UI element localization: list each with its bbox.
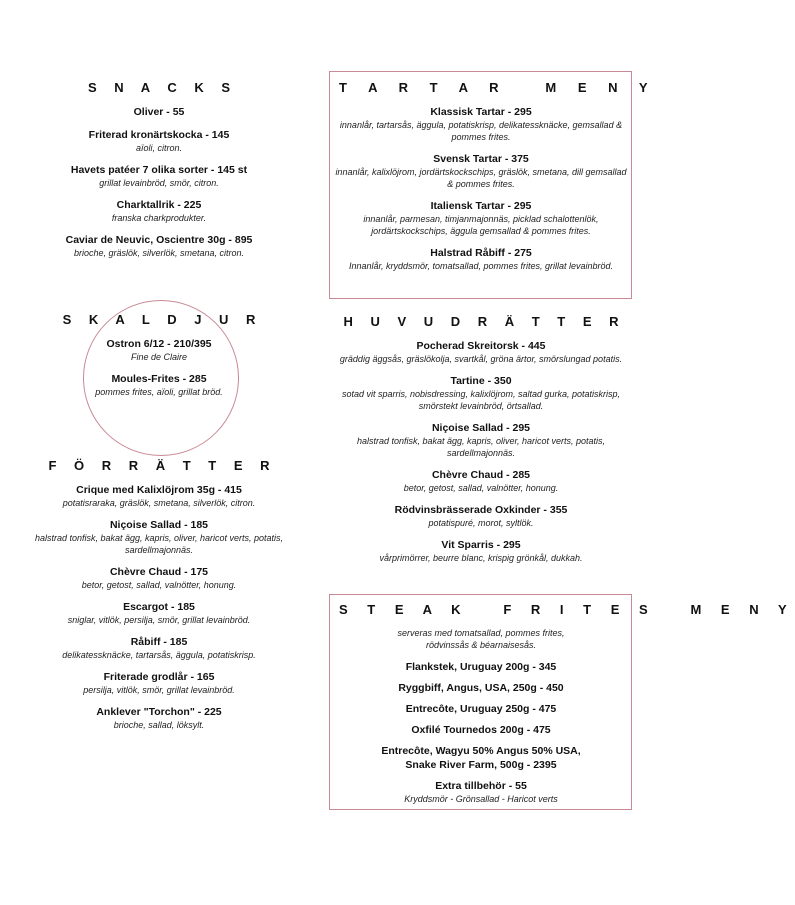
item-name: Halstrad Råbiff - 275: [430, 247, 532, 259]
huvudratter-section: [332, 314, 630, 573]
item-desc: Innanlår, kryddsmör, tomatsallad, pommes frites, grillat levainbröd.: [348, 261, 614, 271]
item-desc: betor, getost, sallad, valnötter, honung.: [81, 580, 237, 590]
item-desc: sniglar, vitlök, persilja, smör, grillat levainbröd.: [67, 615, 251, 625]
item-name: Extra tillbehör - 55: [435, 780, 527, 792]
item-name: Svensk Tartar - 375: [433, 153, 529, 165]
menu-item: [18, 337, 300, 363]
menu-item: [18, 565, 300, 591]
item-desc: brioche, gräslök, silverlök, smetana, citron.: [73, 248, 245, 258]
item-desc: Fine de Claire: [130, 352, 188, 362]
menu-item: [332, 702, 630, 716]
item-desc: vårprimörrer, beurre blanc, krispig grönkål, dukkah.: [379, 553, 583, 563]
menu-item: [332, 152, 630, 190]
item-name: Italiensk Tartar - 295: [430, 200, 532, 212]
item-name: Ryggbiff, Angus, USA, 250g - 450: [398, 682, 564, 694]
forratter-section: [18, 458, 300, 740]
tartar-heading: T A R T A R M E N Y: [339, 80, 657, 95]
item-desc: franska charkprodukter.: [111, 213, 207, 223]
menu-item: [332, 723, 630, 737]
item-name: Råbiff - 185: [130, 636, 188, 648]
item-desc: grillat levainbröd, smör, citron.: [99, 178, 219, 188]
menu-item: [18, 233, 300, 259]
menu-item: [332, 744, 630, 772]
menu-item: [332, 779, 630, 805]
item-desc: sotad vit sparris, nobisdressing, kalixlöjrom, saltad gurka, potatiskrisp, smörstekt levainbröd, örtsallad.: [341, 389, 621, 411]
menu-item: [18, 198, 300, 224]
item-name: Entrecôte, Uruguay 250g - 475: [405, 703, 557, 715]
item-desc: pommes frites, aïoli, grillat bröd.: [95, 387, 223, 397]
menu-item: [18, 372, 300, 398]
tartar-section: [332, 80, 657, 281]
item-name: Flankstek, Uruguay 200g - 345: [405, 661, 557, 673]
item-name: Caviar de Neuvic, Oscientre 30g - 895: [65, 234, 253, 246]
menu-item: [332, 538, 630, 564]
menu-item: [18, 635, 300, 661]
item-desc: halstrad tonfisk, bakat ägg, kapris, oliver, haricot verts, potatis, sardellmajonnäs.: [356, 436, 606, 458]
skaldjur-section: [18, 312, 300, 407]
menu-item: [332, 374, 630, 412]
item-desc: betor, getost, sallad, valnötter, honung.: [403, 483, 559, 493]
menu-item: [332, 660, 630, 674]
menu-item: [18, 105, 300, 119]
item-desc: innanlår, parmesan, timjanmajonnäs, picklad schalottenlök, jordärtskockschips, äggula gemsallad & pommes frites.: [363, 214, 599, 236]
item-name: Entrecôte, Wagyu 50% Angus 50% USA, Snake River Farm, 500g - 2395: [381, 745, 581, 771]
menu-item: [332, 105, 630, 143]
item-name: Tartine - 350: [450, 375, 512, 387]
item-desc: potatisraraka, gräslök, smetana, silverlök, citron.: [62, 498, 256, 508]
snacks-heading: S N A C K S: [88, 80, 237, 95]
item-name: Ostron 6/12 - 210/395: [106, 338, 212, 350]
item-name: Friterade grodlår - 165: [103, 671, 215, 683]
item-desc: innanlår, tartarsås, äggula, potatiskrisp, delikatessknäcke, gemsallad & pommes frites.: [339, 120, 623, 142]
item-name: Oliver - 55: [133, 106, 185, 118]
snacks-section: [18, 80, 300, 268]
steak-section: [332, 602, 795, 812]
item-name: Charktallrik - 225: [116, 199, 202, 211]
item-desc: delikatessknäcke, tartarsås, äggula, potatiskrisp.: [62, 650, 256, 660]
menu-item: [18, 670, 300, 696]
item-name: Klassisk Tartar - 295: [430, 106, 532, 118]
menu-item: [332, 199, 630, 237]
menu-item: [18, 518, 300, 556]
item-name: Rödvinsbrässerade Oxkinder - 355: [394, 504, 568, 516]
item-name: Crique med Kalixlöjrom 35g - 415: [76, 484, 242, 496]
menu-item: [18, 600, 300, 626]
item-desc: persilja, vitlök, smör, grillat levainbröd.: [83, 685, 235, 695]
menu-item: [332, 468, 630, 494]
menu-item: [332, 503, 630, 529]
item-desc: gräddig äggsås, gräslökolja, svartkål, gröna ärtor, smörslungad potatis.: [339, 354, 623, 364]
item-desc: halstrad tonfisk, bakat ägg, kapris, oliver, haricot verts, potatis, sardellmajonnäs.: [34, 533, 284, 555]
menu-item: [18, 163, 300, 189]
item-name: Moules-Frites - 285: [111, 373, 207, 385]
steak-intro: serveras med tomatsallad, pommes frites, rödvinssås & béarnaisesås.: [397, 628, 565, 650]
menu-item: [332, 246, 630, 272]
skaldjur-heading: S K A L D J U R: [62, 312, 263, 327]
menu-item: [332, 421, 630, 459]
item-name: Oxfilé Tournedos 200g - 475: [411, 724, 551, 736]
menu-item: [18, 483, 300, 509]
menu-item: [332, 339, 630, 365]
steak-heading: S T E A K F R I T E S M E N Y: [339, 602, 795, 617]
item-name: Vit Sparris - 295: [441, 539, 521, 551]
item-name: Niçoise Sallad - 295: [431, 422, 531, 434]
menu-item: [18, 128, 300, 154]
huvudratter-heading: H U V U D R Ä T T E R: [343, 314, 626, 329]
menu-item: [332, 681, 630, 695]
item-name: Pocherad Skreitorsk - 445: [416, 340, 546, 352]
item-name: Escargot - 185: [123, 601, 195, 613]
item-name: Chèvre Chaud - 175: [109, 566, 209, 578]
item-name: Chèvre Chaud - 285: [431, 469, 531, 481]
item-name: Friterad kronärtskocka - 145: [88, 129, 230, 141]
item-name: Havets patéer 7 olika sorter - 145 st: [70, 164, 248, 176]
item-name: Niçoise Sallad - 185: [109, 519, 209, 531]
menu-item: [18, 705, 300, 731]
item-desc: innanlår, kalixlöjrom, jordärtskockschips, gräslök, smetana, dill gemsallad & pommes frites.: [335, 167, 627, 189]
item-desc: potatispuré, morot, syltlök.: [428, 518, 534, 528]
item-desc: aïoli, citron.: [135, 143, 183, 153]
forratter-heading: F Ö R R Ä T T E R: [48, 458, 277, 473]
item-name: Anklever "Torchon" - 225: [96, 706, 222, 718]
item-desc: Kryddsmör - Grönsallad - Haricot verts: [404, 794, 558, 804]
item-desc: brioche, sallad, löksylt.: [113, 720, 205, 730]
